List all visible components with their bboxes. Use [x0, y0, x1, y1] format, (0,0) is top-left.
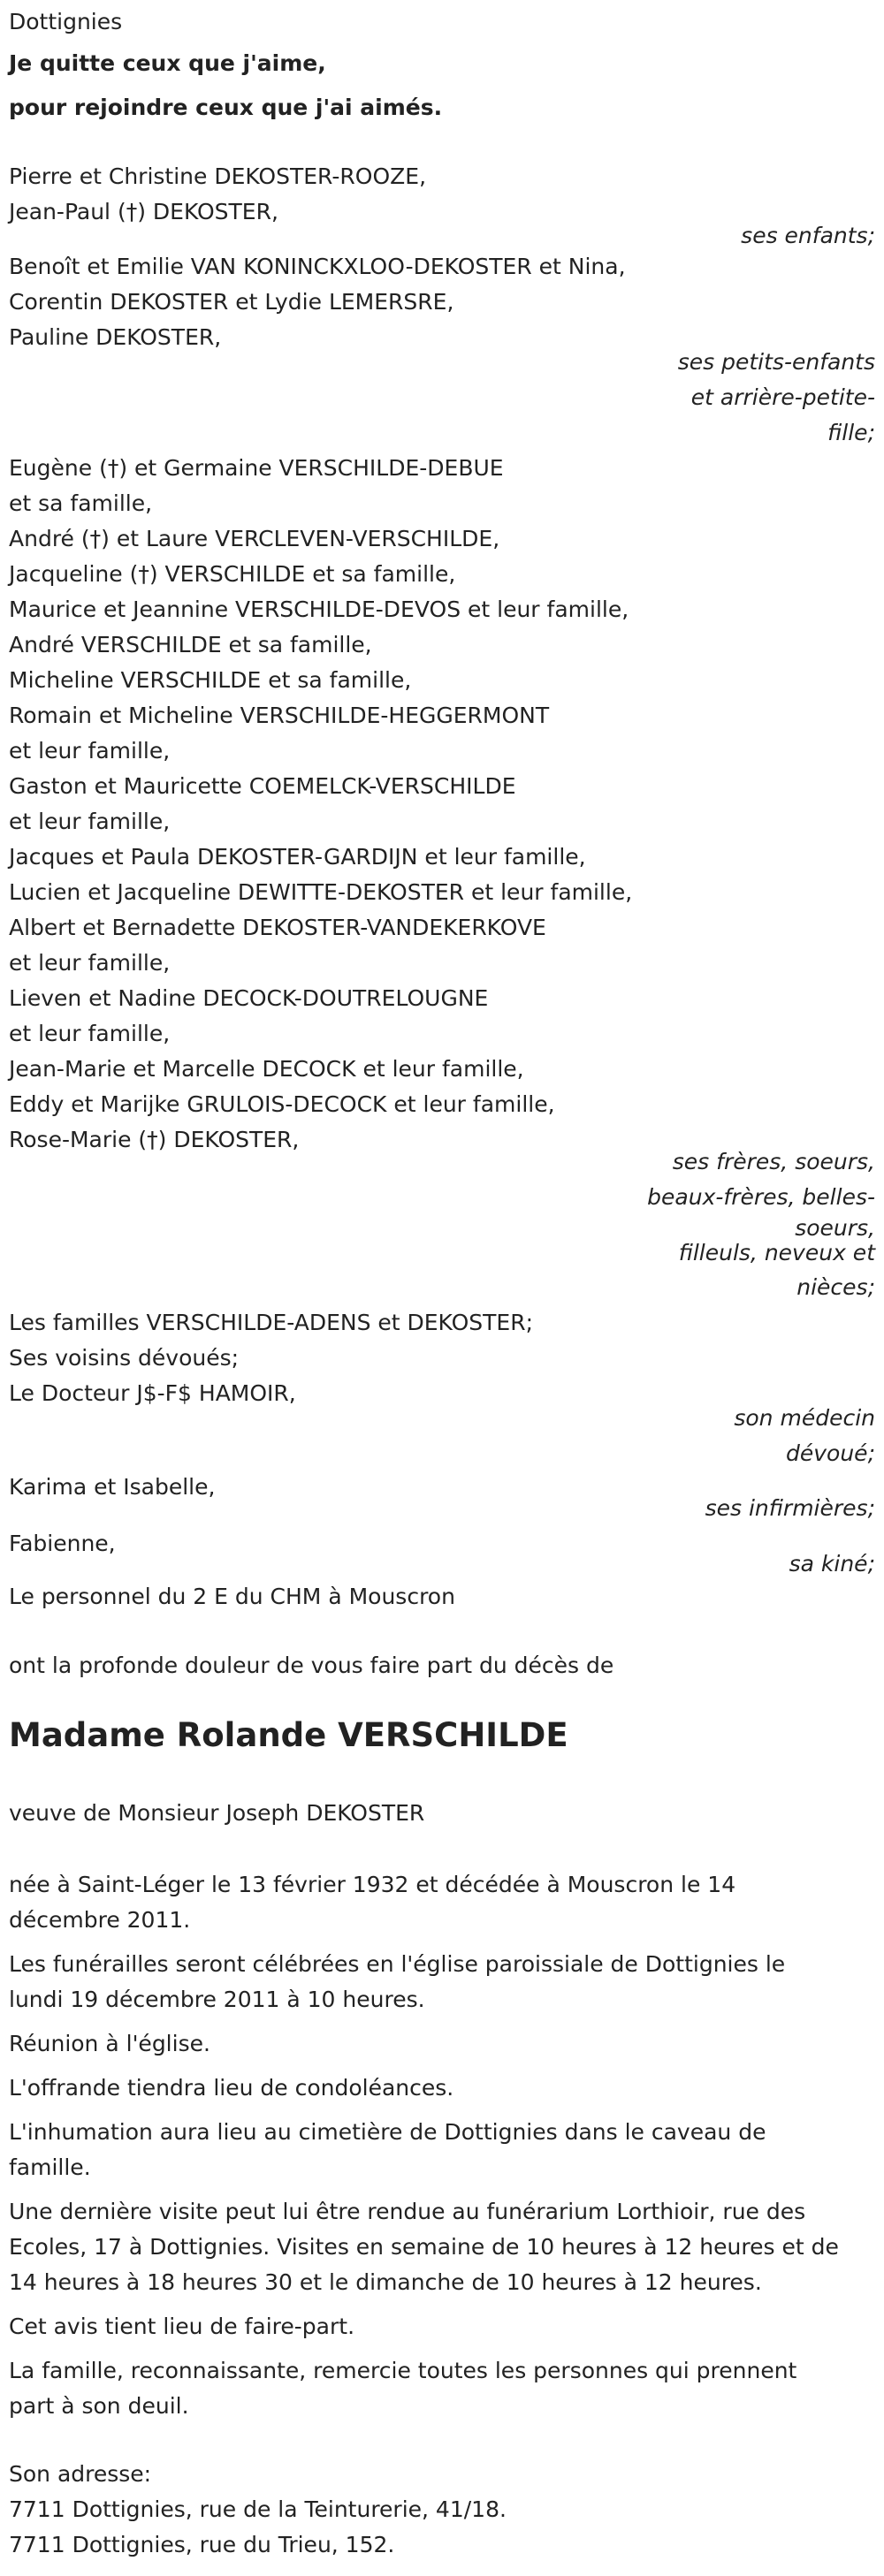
sibling-entry: Eugène (†) et Germaine VERSCHILDE-DEBUE — [9, 455, 504, 481]
siblings-label: nièces; — [796, 1274, 875, 1300]
detail-line: Cet avis tient lieu de faire-part. — [9, 2314, 355, 2339]
deceased-name: Madame Rolande VERSCHILDE — [9, 1716, 568, 1754]
sibling-entry: Jacques et Paula DEKOSTER-GARDIJN et leur famille, — [9, 844, 586, 870]
quote-line: Je quitte ceux que j'aime, — [9, 50, 326, 76]
address-label: Son adresse: — [9, 2461, 152, 2487]
nurses-line: Karima et Isabelle, — [9, 1474, 216, 1500]
grandchildren-label: et arrière-petite- — [690, 384, 875, 410]
detail-line: famille. — [9, 2154, 91, 2180]
staff-line: Le personnel du 2 E du CHM à Mouscron — [9, 1584, 455, 1609]
sibling-entry: André VERSCHILDE et sa famille, — [9, 632, 372, 657]
address-line: 7711 Dottignies, rue du Trieu, 152. — [9, 2532, 395, 2557]
doctor-line: Le Docteur J$-F$ HAMOIR, — [9, 1380, 296, 1406]
sibling-entry: Romain et Micheline VERSCHILDE-HEGGERMONT — [9, 703, 550, 728]
detail-line: L'inhumation aura lieu au cimetière de Dottignies dans le caveau de — [9, 2119, 766, 2145]
sibling-entry: Rose-Marie (†) DEKOSTER, — [9, 1127, 300, 1152]
siblings-label: soeurs, — [795, 1215, 875, 1241]
detail-line: lundi 19 décembre 2011 à 10 heures. — [9, 1987, 425, 2012]
detail-line: Ecoles, 17 à Dottignies. Visites en semaine de 10 heures à 12 heures et de — [9, 2234, 839, 2260]
detail-line: née à Saint-Léger le 13 février 1932 et décédée à Mouscron le 14 — [9, 1872, 736, 1897]
sibling-entry: Lucien et Jacqueline DEWITTE-DEKOSTER et leur famille, — [9, 879, 633, 905]
detail-line: Réunion à l'église. — [9, 2031, 210, 2056]
detail-line: 14 heures à 18 heures 30 et le dimanche de 10 heures à 12 heures. — [9, 2269, 762, 2295]
sibling-entry: et sa famille, — [9, 490, 153, 516]
grandchild-entry: Benoît et Emilie VAN KONINCKXLOO-DEKOSTER et Nina, — [9, 254, 626, 279]
neighbours-line: Ses voisins dévoués; — [9, 1345, 240, 1371]
sibling-entry: et leur famille, — [9, 1021, 171, 1046]
sibling-entry: Eddy et Marijke GRULOIS-DECOCK et leur famille, — [9, 1091, 555, 1117]
child-entry: Jean-Paul (†) DEKOSTER, — [9, 199, 278, 224]
physio-label: sa kiné; — [789, 1551, 875, 1577]
child-entry: Pierre et Christine DEKOSTER-ROOZE, — [9, 163, 427, 189]
siblings-label: ses frères, soeurs, — [672, 1149, 875, 1174]
doctor-label: dévoué; — [786, 1440, 875, 1466]
detail-line: L'offrande tiendra lieu de condoléances. — [9, 2075, 454, 2101]
grandchildren-label: ses petits-enfants — [677, 349, 875, 375]
detail-line: part à son deuil. — [9, 2393, 189, 2419]
sibling-entry: Albert et Bernadette DEKOSTER-VANDEKERKOVE — [9, 915, 546, 940]
detail-line: La famille, reconnaissante, remercie toutes les personnes qui prennent — [9, 2358, 797, 2383]
widow-of-text: veuve de Monsieur Joseph DEKOSTER — [9, 1800, 425, 1826]
place-name: Dottignies — [9, 9, 123, 34]
detail-line: décembre 2011. — [9, 1907, 191, 1933]
grandchild-entry: Pauline DEKOSTER, — [9, 324, 222, 350]
families-line: Les familles VERSCHILDE-ADENS et DEKOSTER; — [9, 1310, 533, 1335]
children-label: ses enfants; — [741, 223, 875, 248]
sibling-entry: Maurice et Jeannine VERSCHILDE-DEVOS et leur famille, — [9, 597, 629, 622]
announcement-text: ont la profonde douleur de vous faire part du décès de — [9, 1653, 614, 1678]
sibling-entry: Gaston et Mauricette COEMELCK-VERSCHILDE — [9, 773, 516, 799]
siblings-label: beaux-frères, belles- — [647, 1184, 875, 1210]
sibling-entry: Lieven et Nadine DECOCK-DOUTRELOUGNE — [9, 985, 489, 1011]
sibling-entry: et leur famille, — [9, 738, 171, 764]
sibling-entry: et leur famille, — [9, 809, 171, 834]
doctor-label: son médecin — [734, 1405, 875, 1431]
quote-line: pour rejoindre ceux que j'ai aimés. — [9, 95, 443, 120]
sibling-entry: Jean-Marie et Marcelle DECOCK et leur famille, — [9, 1056, 524, 1082]
siblings-label: filleuls, neveux et — [678, 1240, 875, 1265]
sibling-entry: et leur famille, — [9, 950, 171, 976]
detail-line: Une dernière visite peut lui être rendue au funérarium Lorthioir, rue des — [9, 2199, 806, 2224]
address-line: 7711 Dottignies, rue de la Teinturerie, 41/18. — [9, 2496, 507, 2522]
sibling-entry: Micheline VERSCHILDE et sa famille, — [9, 667, 412, 693]
nurses-label: ses infirmières; — [705, 1495, 875, 1521]
sibling-entry: Jacqueline (†) VERSCHILDE et sa famille, — [9, 561, 456, 587]
grandchildren-label: fille; — [827, 420, 875, 445]
detail-line: Les funérailles seront célébrées en l'église paroissiale de Dottignies le — [9, 1951, 786, 1977]
physio-line: Fabienne, — [9, 1531, 116, 1556]
sibling-entry: André (†) et Laure VERCLEVEN-VERSCHILDE, — [9, 526, 500, 551]
grandchild-entry: Corentin DEKOSTER et Lydie LEMERSRE, — [9, 289, 454, 315]
